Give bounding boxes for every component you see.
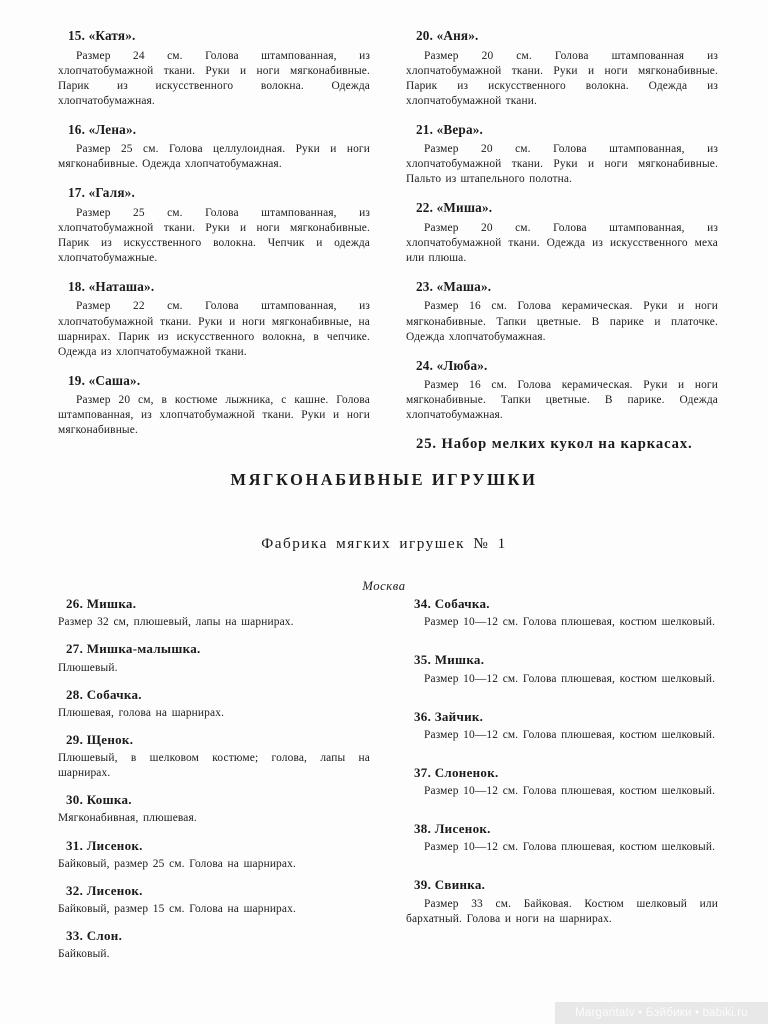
- entry-description: Плюшевая, голова на шарнирах.: [58, 706, 225, 719]
- entry-title: 16. «Лена».: [68, 121, 137, 137]
- catalogue-entry-standalone: 25. Набор мелких кукол на каркасах.: [416, 436, 693, 453]
- entry-description: Плюшевый.: [58, 661, 118, 674]
- entry-title: 26. Мишка.: [66, 596, 137, 611]
- entry-title: 19. «Саша».: [68, 372, 141, 388]
- entry-description: Размер 10—12 см. Голова плюшевая, костюм шелковый.: [424, 616, 716, 629]
- catalogue-entry: [58, 687, 370, 721]
- entry-description: Размер 32 см, плюшевый, лапы на шарнирах.: [58, 616, 294, 629]
- entry-title: 23. «Маша».: [416, 278, 492, 294]
- entry-description: Размер 25 см. Голова штампованная, из хлопчатобумажной ткани. Руки и ноги мягконабивные. Парик из искусственного волокна. Чепчик и одежда хлопчатобумажные.: [58, 206, 370, 264]
- section-subtitle: Фабрика мягких игрушек № 1: [261, 534, 507, 552]
- bottom-left-column: [58, 596, 370, 973]
- section-title: МЯГКОНАБИВНЫЕ ИГРУШКИ: [230, 470, 538, 489]
- entry-description: Размер 10—12 см. Голова плюшевая, костюм шелковый.: [424, 785, 716, 798]
- entry-title: 37. Слоненок.: [414, 764, 499, 780]
- entry-description: Размер 20 см, в костюме лыжника, с кашне. Голова штампованная, из хлопчатобумажной ткани. Руки и ноги мягконабивные.: [58, 394, 370, 437]
- catalogue-entry: [406, 28, 718, 109]
- entry-description: Размер 20 см. Голова штампованная из хлопчатобумажной ткани. Руки и ноги мягконабивные. Парик из искусственного волокна. Одежда из хлопчатобумажной ткани.: [406, 49, 718, 107]
- catalogue-entry: [58, 28, 370, 109]
- entry-title: 32. Лисенок.: [66, 882, 143, 898]
- entry-description: Размер 22 см. Голова штампованная, из хлопчатобумажной ткани. Руки и ноги мягконабивные, на шарнирах. Парик из искусственного волокна, в чепчике. Одежда из хлопчатобумажной ткани.: [58, 300, 370, 358]
- entry-title: 38. Лисенок.: [414, 821, 491, 837]
- catalogue-entry: [58, 883, 370, 917]
- entry-title: 31. Лисенок.: [66, 837, 143, 853]
- entry-title: 29. Щенок.: [66, 731, 134, 747]
- bottom-right-column: [406, 596, 718, 973]
- catalogue-entry: [406, 709, 718, 743]
- catalogue-entry: [58, 732, 370, 781]
- catalogue-entry: [406, 200, 718, 266]
- section-heading-block: [0, 470, 768, 594]
- entry-description: Размер 20 см. Голова штампованная, из хлопчатобумажной ткани. Руки и ноги мягконабивные. Пальто из штапельного полотна.: [406, 143, 718, 186]
- catalogue-section-soft-toys: [58, 596, 718, 973]
- catalogue-entry: [406, 765, 718, 799]
- entry-title: 35. Мишка.: [414, 652, 485, 668]
- entry-title: 36. Зайчик.: [414, 708, 484, 724]
- catalogue-entry: [58, 279, 370, 360]
- top-right-column: [406, 28, 718, 454]
- catalogue-entry: [406, 279, 718, 345]
- catalogue-entry: [406, 877, 718, 926]
- entry-title: 28. Собачка.: [66, 686, 142, 702]
- catalogue-entry: [58, 185, 370, 266]
- entry-title: 34. Собачка.: [414, 596, 490, 611]
- entry-description: Размер 25 см. Голова целлулоидная. Руки и ноги мягконабивные. Одежда хлопчатобумажная.: [58, 143, 370, 171]
- entry-title: 21. «Вера».: [416, 121, 484, 137]
- catalogue-entry: [406, 821, 718, 855]
- entry-title: 24. «Люба».: [416, 357, 488, 373]
- entry-description: Размер 24 см. Голова штампованная, из хлопчатобумажной ткани. Руки и ноги мягконабивные. Парик из искусственного волокна. Одежда хлопчатобумажная.: [58, 49, 370, 107]
- entry-description: Размер 16 см. Голова керамическая. Руки и ноги мягконабивные. Тапки цветные. В парике и платочке. Одежда хлопчатобумажная.: [406, 300, 718, 343]
- catalogue-entry: [58, 838, 370, 872]
- catalogue-entry: [58, 928, 370, 962]
- top-left-column: [58, 28, 370, 454]
- entry-description: Размер 10—12 см. Голова плюшевая, костюм шелковый.: [424, 841, 716, 854]
- entry-title: 17. «Галя».: [68, 185, 135, 201]
- entry-description: Размер 16 см. Голова керамическая. Руки и ноги мягконабивные. Тапки цветные. В парике. Одежда хлопчатобумажная.: [406, 379, 718, 422]
- catalogue-entry: [58, 373, 370, 439]
- catalogue-entry: [406, 652, 718, 686]
- catalogue-entry: [406, 122, 718, 188]
- entry-title: 30. Кошка.: [66, 792, 132, 808]
- entry-title: 15. «Катя».: [68, 28, 136, 43]
- entry-description: Байковый, размер 15 см. Голова на шарнирах.: [58, 903, 296, 916]
- catalogue-section-dolls: [58, 28, 718, 454]
- entry-title: 39. Свинка.: [414, 877, 486, 893]
- entry-description: Размер 33 см. Байковая. Костюм шелковый или бархатный. Голова и ноги на шарнирах.: [406, 897, 718, 925]
- catalogue-entry: [58, 792, 370, 826]
- entry-description: Размер 20 см. Голова штампованная, из хлопчатобумажной ткани. Одежда из искусственного меха или плюша.: [406, 221, 718, 264]
- entry-title: 27. Мишка-малышка.: [66, 641, 201, 657]
- entry-description: Мягконабивная, плюшевая.: [58, 812, 197, 825]
- entry-title: 20. «Аня».: [416, 28, 479, 43]
- entry-title: 33. Слон.: [66, 928, 123, 944]
- entry-description: Байковый, размер 25 см. Голова на шарнирах.: [58, 857, 296, 870]
- entry-title: 22. «Миша».: [416, 200, 493, 216]
- entry-description: Плюшевый, в шелковом костюме; голова, лапы на шарнирах.: [58, 752, 370, 780]
- entry-title: 18. «Наташа».: [68, 278, 155, 294]
- entry-description: Размер 10—12 см. Голова плюшевая, костюм шелковый.: [424, 672, 716, 685]
- catalogue-entry: [406, 596, 718, 630]
- catalogue-entry: [406, 358, 718, 424]
- entry-description: Размер 10—12 см. Голова плюшевая, костюм шелковый.: [424, 728, 716, 741]
- watermark-banner: Margaritatv • Бэйбики • babiki.ru: [555, 1002, 768, 1024]
- catalogue-entry: [58, 641, 370, 675]
- catalogue-entry: [58, 596, 370, 630]
- section-city: Москва: [362, 578, 406, 593]
- entry-description: Байковый.: [58, 948, 110, 961]
- catalogue-entry: [58, 122, 370, 173]
